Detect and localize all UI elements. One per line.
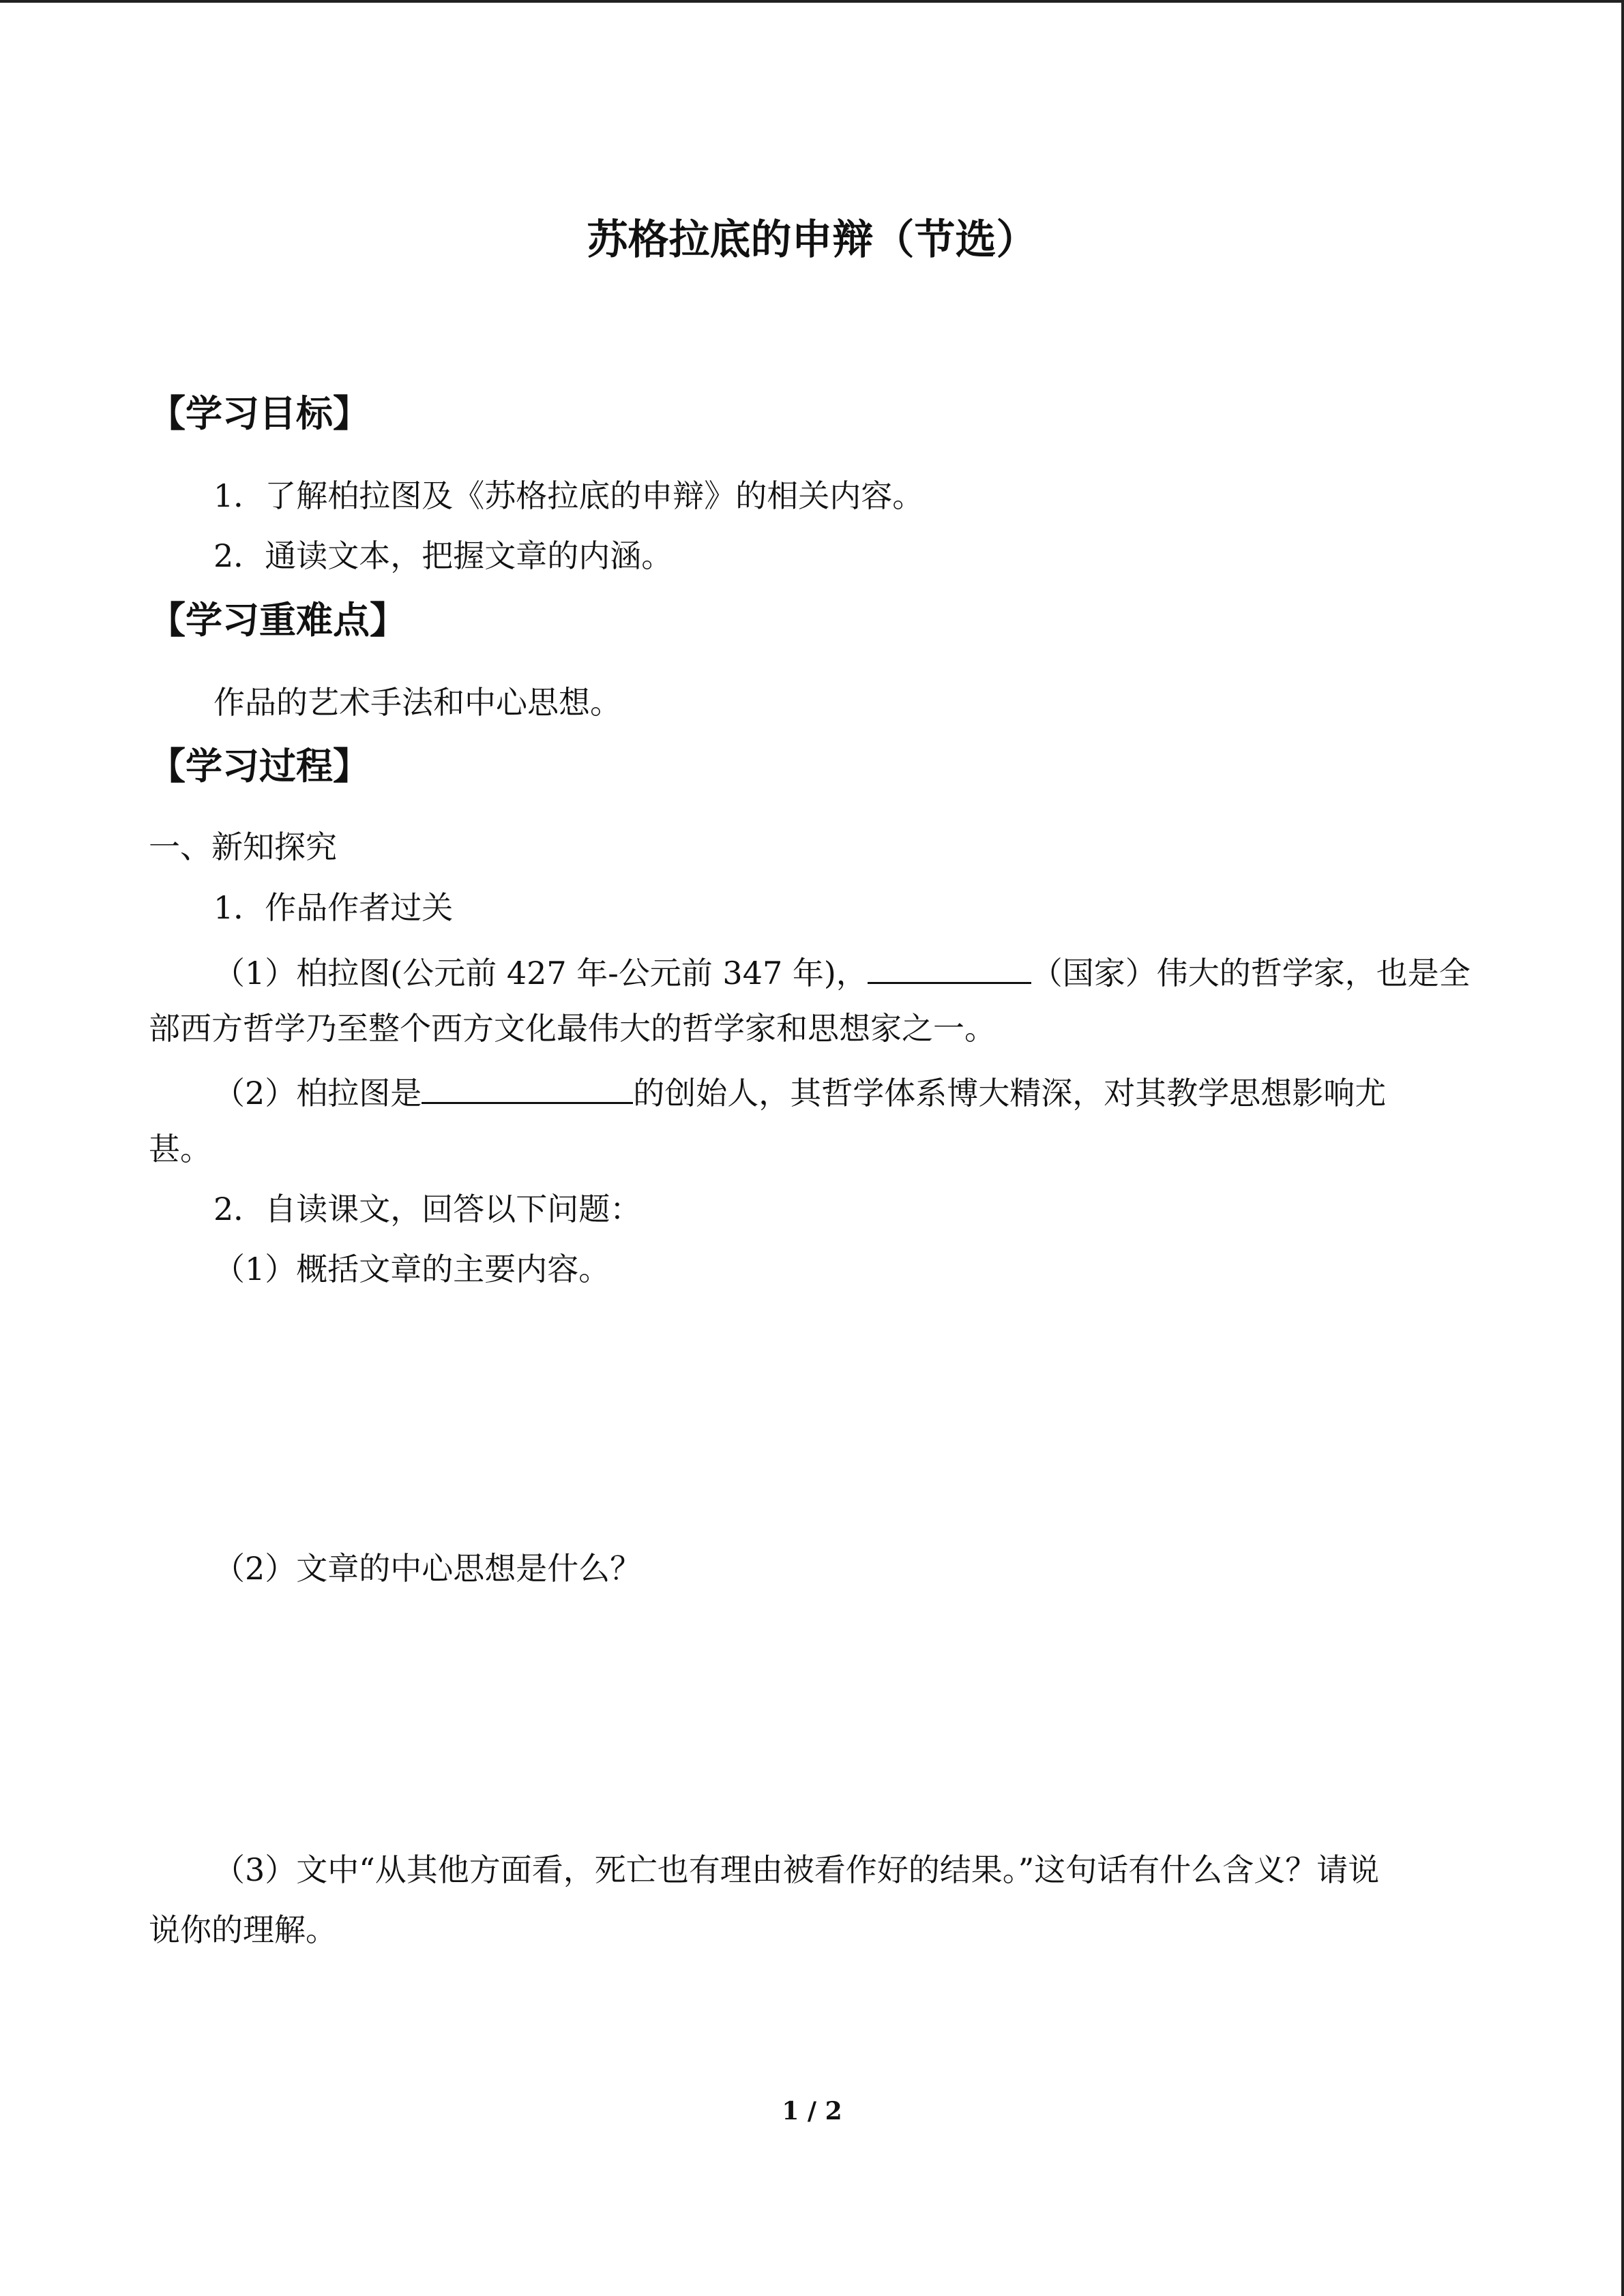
document-title: 苏格拉底的申辩（节选） (587, 216, 1037, 264)
page-right-border (1621, 0, 1624, 2296)
q1-1-line1 (213, 948, 1471, 994)
q1-1-text-before: （1）柏拉图(公元前 427 年-公元前 347 年)， (213, 955, 868, 992)
goal-item-1: 1．了解柏拉图及《苏格拉底的申辩》的相关内容。 (213, 477, 924, 514)
q1-1-text-after: （国家）伟大的哲学家，也是全 (1031, 955, 1471, 992)
q1-2-text-before: （2）柏拉图是 (213, 1075, 422, 1112)
q1-2-line1 (213, 1068, 1386, 1114)
q1-title: 1．作品作者过关 (213, 889, 454, 926)
fill-blank-country[interactable] (868, 948, 1031, 984)
q1-1-line2: 部西方哲学乃至整个西方文化最伟大的哲学家和思想家之一。 (149, 1010, 996, 1047)
q2-title: 2．自读课文，回答以下问题： (213, 1191, 642, 1227)
q2-3-line1: （3）文中“从其他方面看，死亡也有理由被看作好的结果。”这句话有什么含义？请说 (213, 1851, 1380, 1888)
page-number: 1 / 2 (782, 2097, 842, 2126)
part1-title: 一、新知探究 (149, 829, 337, 865)
q1-2-text-after: 的创始人，其哲学体系博大精深，对其教学思想影响尤 (633, 1075, 1387, 1112)
heading-learning-process: 【学习过程】 (149, 745, 370, 788)
goal-item-2: 2．通读文本，把握文章的内涵。 (213, 537, 673, 574)
q2-1: （1）概括文章的主要内容。 (213, 1251, 610, 1287)
q2-2: （2）文章的中心思想是什么？ (213, 1550, 642, 1587)
q1-2-line2: 甚。 (149, 1131, 211, 1167)
heading-key-points: 【学习重难点】 (149, 599, 407, 642)
fill-blank-founder[interactable] (422, 1068, 633, 1104)
q2-3-line2: 说你的理解。 (149, 1911, 337, 1948)
heading-learning-goals: 【学习目标】 (149, 392, 370, 435)
key-points-text: 作品的艺术手法和中心思想。 (213, 684, 621, 721)
page-top-border (0, 0, 1624, 3)
